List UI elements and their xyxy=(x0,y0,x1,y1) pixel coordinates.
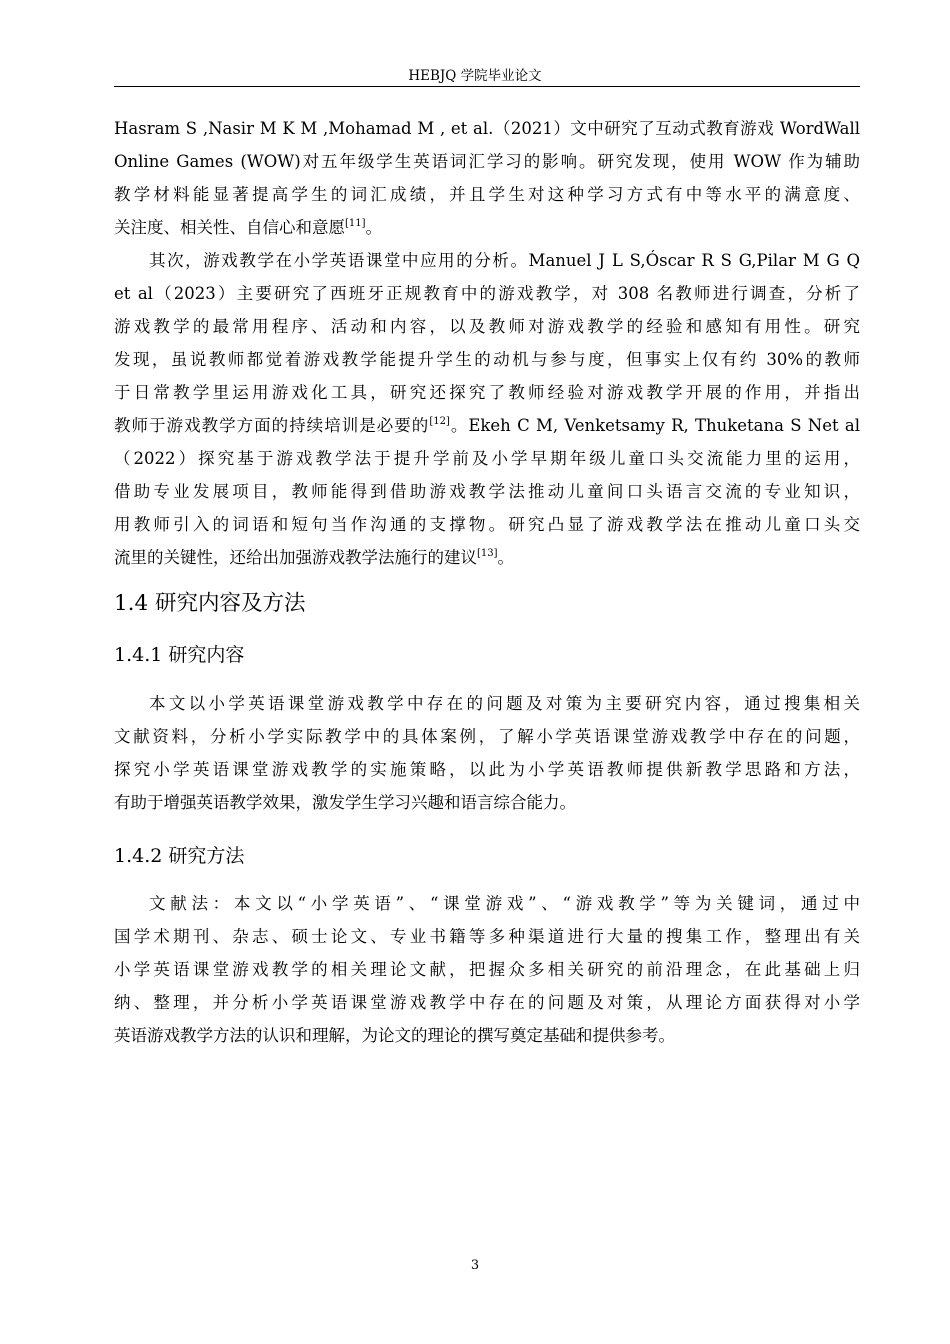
text-line: 英语游戏教学方法的认识和理解，为论文的理论的撰写奠定基础和提供参考。 xyxy=(114,1026,675,1045)
text-segment: 。 xyxy=(497,548,515,567)
text-line: 其次，游戏教学在小学英语课堂中应用的分析。Manuel J L S,Óscar R S G,Pilar M G Q xyxy=(149,251,860,270)
subsection-heading: 1.4.1 研究内容 xyxy=(114,644,245,666)
text-segment: 教师于游戏教学方面的持续培训是必要的 xyxy=(114,416,430,435)
paragraph-hasram xyxy=(114,112,860,244)
text-line: （2022）探究基于游戏教学法于提升学前及小学早期年级儿童口头交流能力里的运用， xyxy=(114,449,860,468)
text-line: Hasram S ,Nasir M K M ,Mohamad M , et al.（2021）文中研究了互动式教育游戏 WordWall xyxy=(114,119,860,138)
text-line: 游戏教学的最常用程序、活动和内容，以及教师对游戏教学的经验和感知有用性。研究 xyxy=(114,317,860,336)
text-line: 国学术期刊、杂志、硕士论文、专业书籍等多种渠道进行大量的搜集工作，整理出有关 xyxy=(114,927,860,946)
paragraph-research-method xyxy=(114,887,860,1052)
text-line: 于日常教学里运用游戏化工具，研究还探究了教师经验对游戏教学开展的作用，并指出 xyxy=(114,383,860,402)
header-divider xyxy=(114,86,860,87)
text-line: 借助专业发展项目，教师能得到借助游戏教学法推动儿童间口头语言交流的专业知识， xyxy=(114,482,860,501)
text-segment: 流里的关键性，还给出加强游戏教学法施行的建议 xyxy=(114,548,477,567)
text-line: 文献法：本文以“小学英语”、“课堂游戏”、“游戏教学”等为关键词，通过中 xyxy=(149,894,860,913)
text-line: 教学材料能显著提高学生的词汇成绩，并且学生对这种学习方式有中等水平的满意度、 xyxy=(114,185,860,204)
text-line xyxy=(114,211,860,244)
page-body xyxy=(114,112,860,1052)
section-heading: 1.4 研究内容及方法 xyxy=(114,591,306,616)
subsection-heading: 1.4.2 研究方法 xyxy=(114,845,245,867)
text-line: 文献资料，分析小学实际教学中的具体案例，了解小学英语课堂游戏教学中存在的问题， xyxy=(114,727,860,746)
text-line: 小学英语课堂游戏教学的相关理论文献，把握众多相关研究的前沿理念，在此基础上归 xyxy=(114,960,860,979)
text-line: 探究小学英语课堂游戏教学的实施策略，以此为小学英语教师提供新教学思路和方法， xyxy=(114,760,860,779)
text-segment: 。Ekeh C M, Venketsamy R, Thuketana S Net al xyxy=(449,416,860,435)
citation-marker: [12] xyxy=(429,416,450,427)
text-line: et al（2023）主要研究了西班牙正规教育中的游戏教学，对 308 名教师进行调查，分析了 xyxy=(114,284,860,303)
text-line: 纳、整理，并分析小学英语课堂游戏教学中存在的问题及对策，从理论方面获得对小学 xyxy=(114,993,860,1012)
paragraph-game-teaching-analysis xyxy=(114,244,860,574)
text-line: 用教师引入的词语和短句当作沟通的支撑物。研究凸显了游戏教学法在推动儿童口头交 xyxy=(114,515,860,534)
text-line: Online Games (WOW)对五年级学生英语词汇学习的影响。研究发现，使用 WOW 作为辅助 xyxy=(114,152,860,171)
text-line xyxy=(114,409,860,442)
running-header: HEBJQ 学院毕业论文 xyxy=(408,68,542,84)
text-line: 有助于增强英语教学效果，激发学生学习兴趣和语言综合能力。 xyxy=(114,793,576,812)
citation-marker: [11] xyxy=(345,218,366,229)
text-segment: 。 xyxy=(365,218,383,237)
text-line: 本文以小学英语课堂游戏教学中存在的问题及对策为主要研究内容，通过搜集相关 xyxy=(149,694,860,713)
text-segment: 关注度、相关性、自信心和意愿 xyxy=(114,218,345,237)
text-line: 发现，虽说教师都觉着游戏教学能提升学生的动机与参与度，但事实上仅有约 30%的教师 xyxy=(114,350,860,369)
page-number: 3 xyxy=(470,1258,480,1273)
text-line xyxy=(114,541,860,574)
citation-marker: [13] xyxy=(477,548,498,559)
paragraph-research-content xyxy=(114,687,860,819)
